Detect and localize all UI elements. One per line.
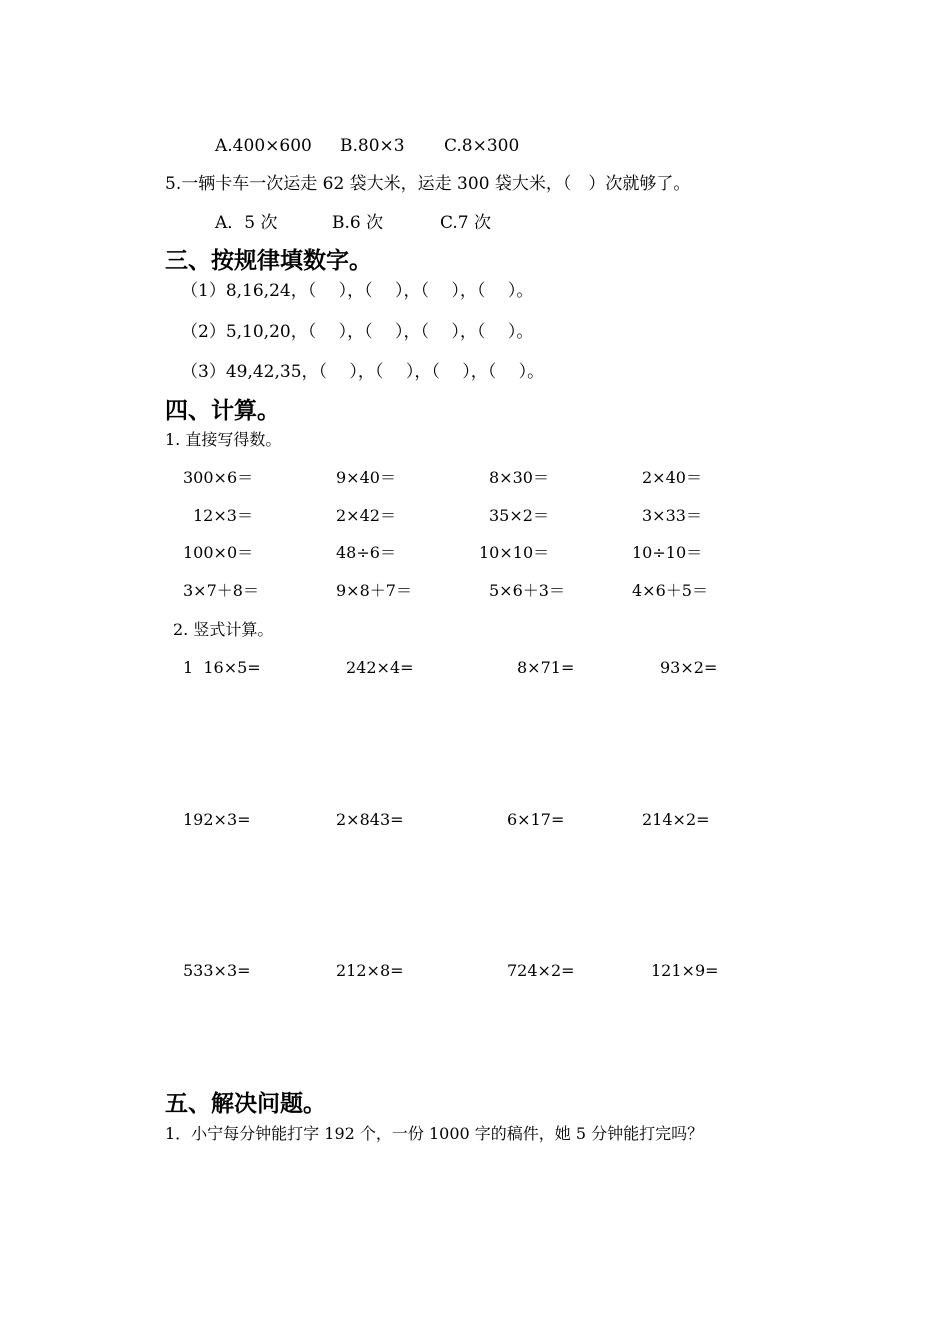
oral-item: 100×0＝ <box>183 543 254 562</box>
written-item: 212×8= <box>336 961 404 980</box>
oral-item: 4×6＋5＝ <box>632 581 708 600</box>
written-item: 242×4= <box>346 658 414 677</box>
section4-title: 四、计算。 <box>165 398 280 424</box>
oral-item: 3×33＝ <box>642 506 702 525</box>
oral-item: 3×7＋8＝ <box>183 581 259 600</box>
written-item: 93×2= <box>660 658 718 677</box>
written-item: 724×2= <box>507 961 575 980</box>
q4-option-a: A.400×600 <box>215 136 312 156</box>
oral-item: 9×40＝ <box>336 468 396 487</box>
oral-item: 12×3＝ <box>193 506 253 525</box>
written-item: 1 16×5= <box>183 658 261 677</box>
written-item: 533×3= <box>183 961 251 980</box>
q5-option-a: A．5 次 <box>215 213 278 233</box>
written-item: 6×17= <box>507 810 565 829</box>
oral-item: 8×30＝ <box>489 468 549 487</box>
oral-item: 9×8＋7＝ <box>336 581 412 600</box>
written-item: 192×3= <box>183 810 251 829</box>
q4-option-b: B.80×3 <box>340 136 405 156</box>
oral-item: 35×2＝ <box>489 506 549 525</box>
oral-item: 10÷10＝ <box>632 543 703 562</box>
section3-title: 三、按规律填数字。 <box>165 248 372 274</box>
oral-item: 48÷6＝ <box>336 543 396 562</box>
oral-item: 10×10＝ <box>479 543 550 562</box>
vertical-calc-heading: 2. 竖式计算。 <box>173 620 274 639</box>
written-item: 121×9= <box>651 961 719 980</box>
pattern-row-2: （2）5,10,20，（ ），（ ），（ ），（ ）。 <box>181 322 534 342</box>
oral-calc-heading: 1. 直接写得数。 <box>165 430 282 449</box>
q4-option-c: C.8×300 <box>444 136 520 156</box>
pattern-row-1: （1）8,16,24，（ ），（ ），（ ），（ ）。 <box>181 281 534 301</box>
oral-item: 2×40＝ <box>642 468 702 487</box>
written-item: 8×71= <box>517 658 575 677</box>
oral-item: 300×6＝ <box>183 468 254 487</box>
q5-option-c: C.7 次 <box>440 213 492 233</box>
written-item: 214×2= <box>642 810 710 829</box>
oral-item: 2×42＝ <box>336 506 396 525</box>
written-item: 2×843= <box>336 810 404 829</box>
pattern-row-3: （3）49,42,35，（ ），（ ），（ ），（ ）。 <box>181 362 545 382</box>
oral-item: 5×6＋3＝ <box>489 581 565 600</box>
problem-1: 1．小宁每分钟能打字 192 个，一份 1000 字的稿件，她 5 分钟能打完吗？ <box>165 1124 704 1143</box>
section5-title: 五、解决问题。 <box>165 1091 326 1117</box>
q5-option-b: B.6 次 <box>332 213 384 233</box>
q5-question: 5.一辆卡车一次运走 62 袋大米，运走 300 袋大米，（ ）次就够了。 <box>165 174 691 194</box>
